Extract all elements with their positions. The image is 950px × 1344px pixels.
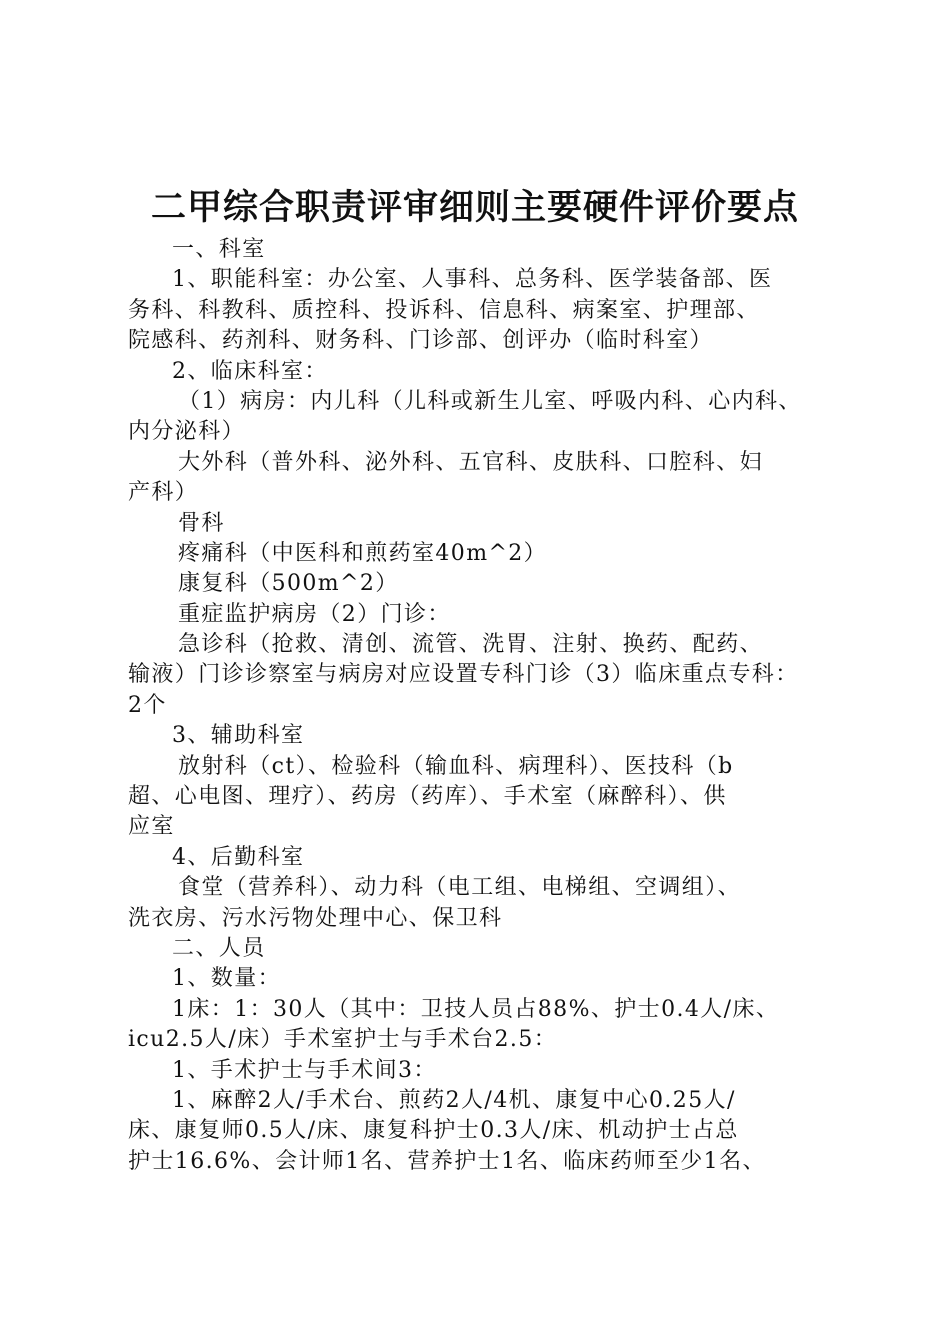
paragraph-line: 放射科（ct）、检验科（输血科、病理科）、医技科（b bbox=[178, 753, 734, 779]
paragraph-line: 应室 bbox=[128, 814, 175, 840]
paragraph-line: 超、心电图、理疗）、药房（药库）、手术室（麻醉科）、供 bbox=[128, 784, 727, 810]
document-body bbox=[128, 235, 833, 1177]
paragraph-line: 1、职能科室：办公室、人事科、总务科、医学装备部、医 bbox=[172, 267, 773, 293]
document-title: 二甲综合职责评审细则主要硬件评价要点 bbox=[150, 187, 799, 228]
paragraph-line: 1、数量： bbox=[172, 966, 281, 992]
paragraph-line: 2、临床科室： bbox=[172, 358, 328, 384]
paragraph-line: 护士16.6%、会计师1名、营养护士1名、临床药师至少1名、 bbox=[128, 1148, 766, 1174]
paragraph-line: 大外科（普外科、泌外科、五官科、皮肤科、口腔科、妇 bbox=[178, 449, 764, 475]
paragraph-line: 床、康复师0.5人/床、康复科护士0.3人/床、机动护士占总 bbox=[128, 1118, 739, 1144]
paragraph-line: 重症监护病房（2）门诊： bbox=[178, 601, 451, 627]
paragraph-line: 输液）门诊诊察室与病房对应设置专科门诊（3）临床重点专科： bbox=[128, 662, 799, 688]
paragraph-line: 1、手术护士与手术间3： bbox=[172, 1057, 437, 1083]
paragraph-line: 内分泌科） bbox=[128, 419, 246, 445]
paragraph-line: （1）病房：内儿科（儿科或新生儿室、呼吸内科、心内科、 bbox=[178, 388, 802, 414]
paragraph-line: 疼痛科（中医科和煎药室40m^2） bbox=[178, 540, 548, 566]
paragraph-line: 康复科（500m^2） bbox=[178, 571, 399, 597]
paragraph-line: 急诊科（抢救、清创、流管、洗胃、注射、换药、配药、 bbox=[178, 632, 764, 658]
paragraph-line: 1床：1：30人（其中：卫技人员占88%、护士0.4人/床、 bbox=[172, 996, 780, 1022]
paragraph-line: 食堂（营养科）、动力科（电工组、电梯组、空调组）、 bbox=[178, 875, 742, 901]
paragraph-line: icu2.5人/床）手术室护士与手术台2.5： bbox=[128, 1027, 558, 1053]
paragraph-line: 洗衣房、污水污物处理中心、保卫科 bbox=[128, 905, 503, 931]
heading-personnel: 二、人员 bbox=[172, 935, 266, 961]
heading-departments: 一、科室 bbox=[172, 237, 266, 262]
paragraph-line: 骨科 bbox=[178, 510, 225, 536]
paragraph-line: 4、后勤科室 bbox=[172, 844, 305, 870]
paragraph-line: 2个 bbox=[128, 692, 167, 718]
paragraph-line: 3、辅助科室 bbox=[172, 723, 305, 749]
paragraph-line: 产科） bbox=[128, 480, 199, 506]
paragraph-line: 院感科、药剂科、财务科、门诊部、创评办（临时科室） bbox=[128, 328, 714, 354]
paragraph-line: 1、麻醉2人/手术台、煎药2人/4机、康复中心0.25人/ bbox=[172, 1087, 736, 1113]
paragraph-line: 务科、科教科、质控科、投诉科、信息科、病案室、护理部、 bbox=[128, 297, 760, 323]
